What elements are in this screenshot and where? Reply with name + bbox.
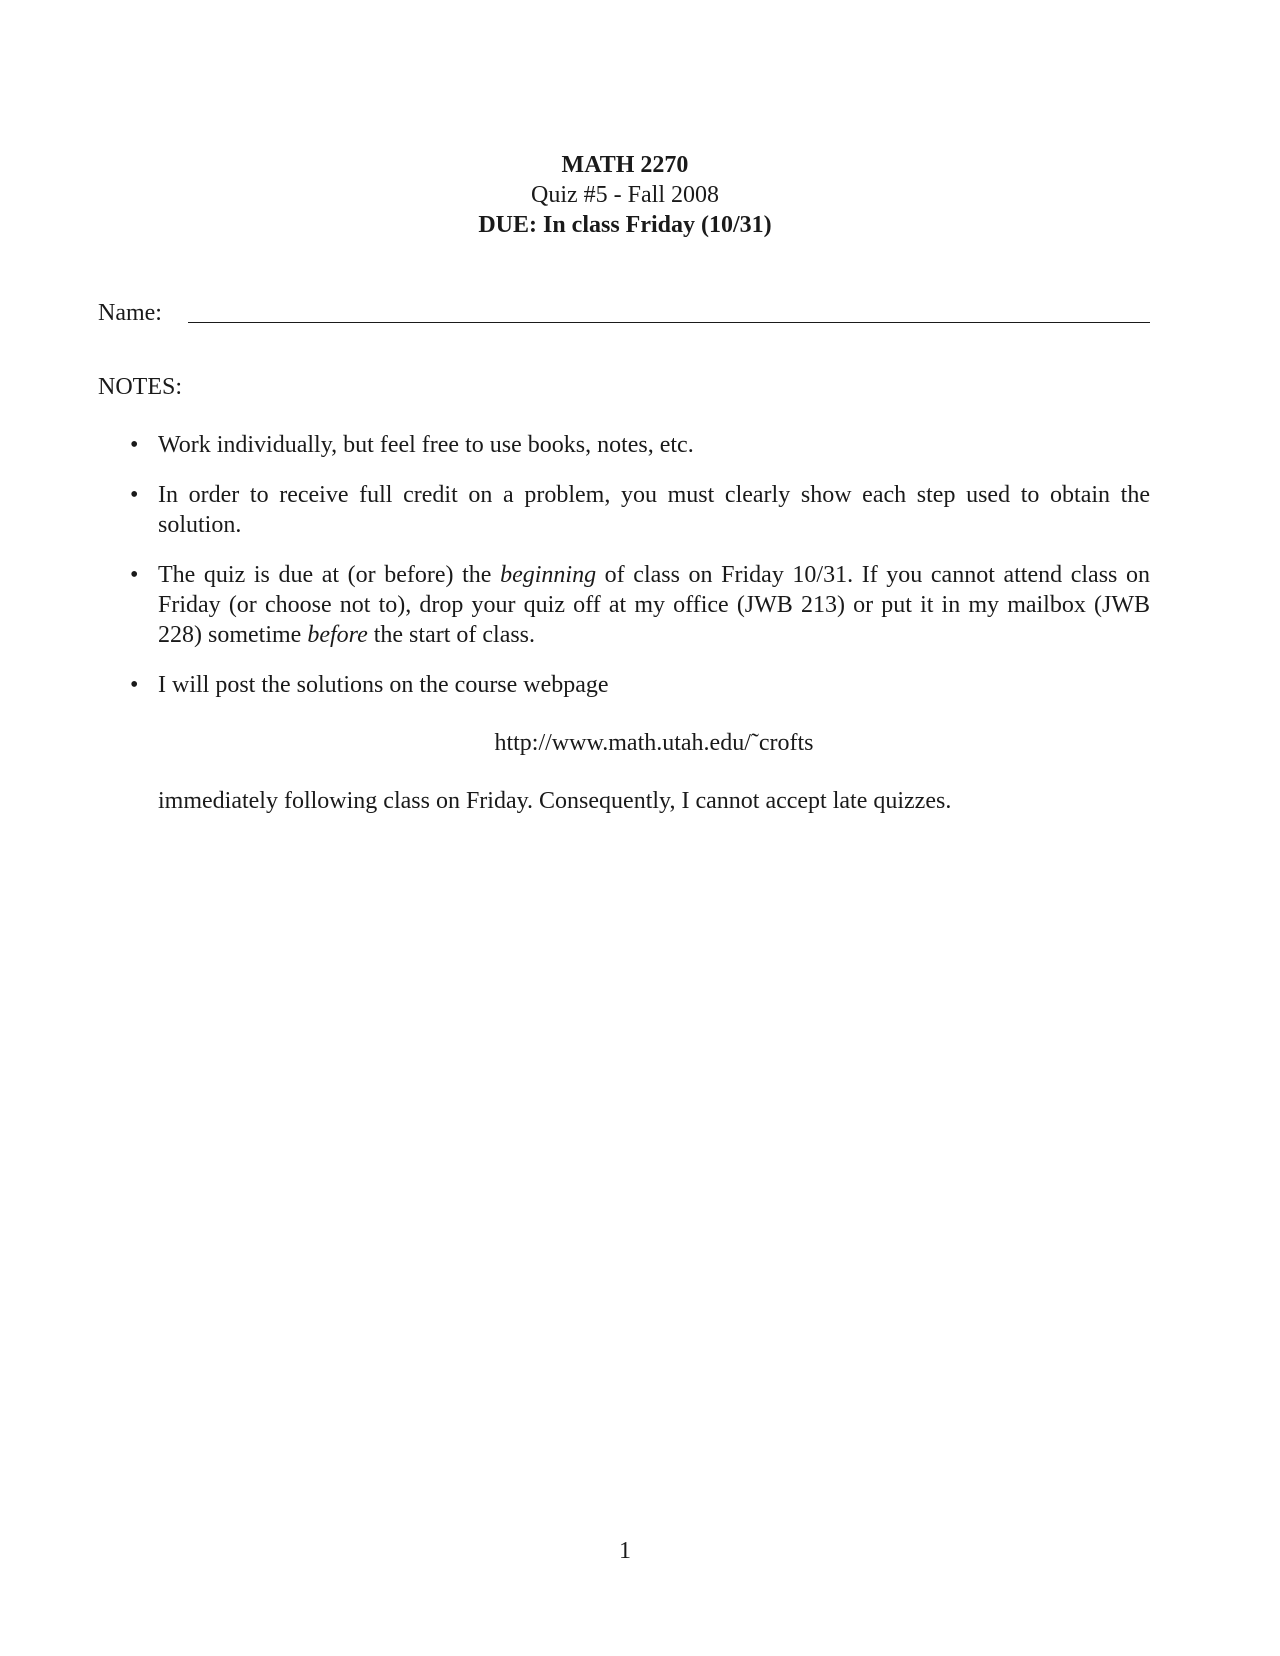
course-title: MATH 2270 — [561, 152, 689, 178]
note-text-part: of class on Friday 10/31. If you cannot attend class on Friday (or choose not to), drop your quiz off at my office (JWB 213) or put it in my mailbox (JWB 228) sometime — [158, 562, 1150, 648]
emphasis-text: beginning — [500, 562, 597, 588]
name-field — [98, 300, 1150, 332]
list-item — [130, 560, 1150, 650]
emphasis-text: before — [307, 622, 368, 648]
document-header — [0, 150, 1250, 240]
list-item — [130, 480, 1150, 540]
note-text-part: the start of class. — [367, 622, 536, 648]
notes-heading: NOTES: — [98, 374, 182, 400]
notes-list — [130, 430, 1150, 836]
bullet-icon: • — [130, 482, 139, 508]
bullet-icon: • — [130, 432, 139, 458]
name-label: Name: — [98, 300, 162, 326]
note-text: immediately following class on Friday. Consequently, I cannot accept late quizzes. — [158, 788, 952, 814]
note-text: I will post the solutions on the course webpage — [158, 672, 609, 698]
name-blank-line — [188, 322, 1150, 323]
note-text: In order to receive full credit on a problem, you must clearly show each step used to obtain the solution. — [158, 482, 1150, 538]
due-date: DUE: In class Friday (10/31) — [478, 212, 772, 238]
list-item — [130, 670, 1150, 816]
note-text: Work individually, but feel free to use books, notes, etc. — [158, 432, 694, 458]
bullet-icon: • — [130, 562, 139, 588]
bullet-icon: • — [130, 672, 139, 698]
note-text-part: The quiz is due at (or before) the — [158, 562, 501, 588]
list-item — [130, 430, 1150, 460]
course-webpage-url: http://www.math.utah.edu/˜crofts — [494, 730, 814, 756]
page-number: 1 — [619, 1538, 631, 1564]
quiz-subtitle: Quiz #5 - Fall 2008 — [531, 182, 719, 208]
